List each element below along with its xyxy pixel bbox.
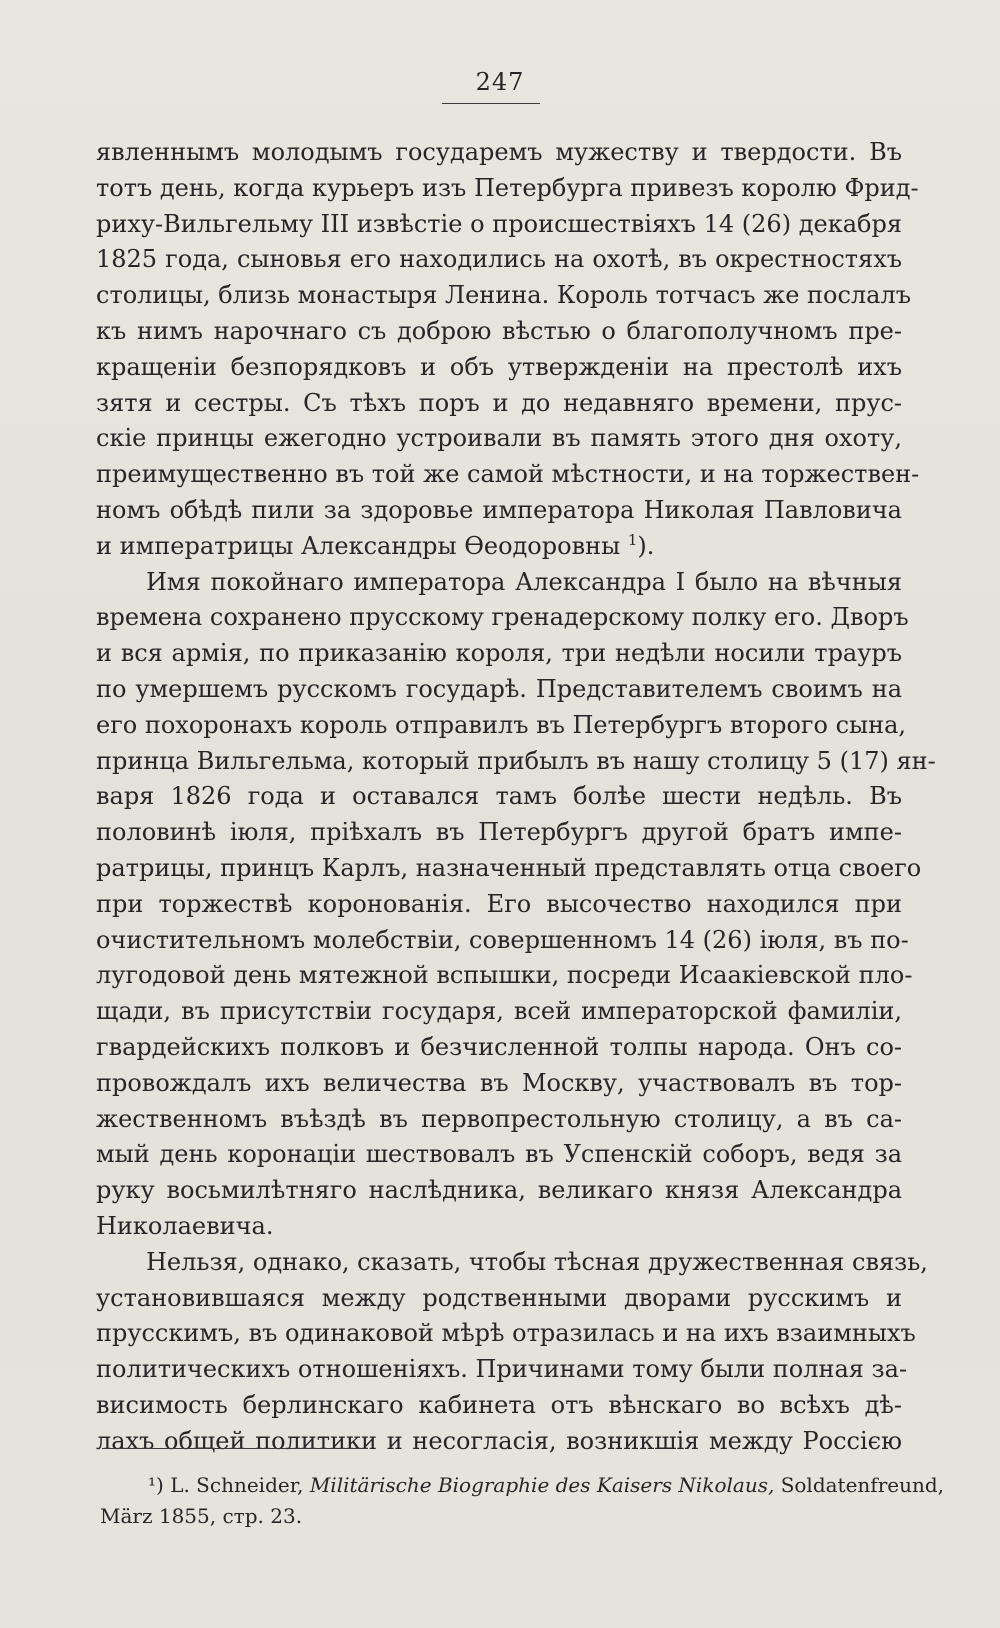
text-line: 1825 года, сыновья его находились на охотѣ, въ окрестностяхъ (96, 245, 902, 274)
text-line: политическихъ отношеніяхъ. Причинами тому были полная за- (96, 1355, 908, 1384)
text-line: ратрицы, принцъ Карлъ, назначенный представлять отца своего (96, 853, 922, 882)
text-line: зятя и сестры. Съ тѣхъ поръ и до недавняго времени, прус- (96, 388, 902, 417)
text-line: установившаяся между родственными дворами русскимъ и (96, 1283, 902, 1312)
footnote-source: Soldatenfreund, (780, 1473, 945, 1497)
text-line: мый день коронаціи шествовалъ въ Успенскій соборъ, ведя за (96, 1140, 902, 1169)
text-line: провождалъ ихъ величества въ Москву, участвовалъ въ тор- (96, 1068, 902, 1097)
footnote-line (100, 1470, 945, 1501)
text-line: времена сохранено прусскому гренадерскому полку его. Дворъ (96, 603, 909, 632)
text-line-paragraph-start: Имя покойнаго императора Александра I было на вѣчныя (146, 567, 902, 596)
text-line: лугодовой день мятежной вспышки, посреди Исаакіевской пло- (96, 961, 913, 990)
text-line: руку восьмилѣтняго наслѣдника, великаго князя Александра (96, 1176, 902, 1205)
text-line: столицы, близь монастыря Ленина. Король тотчасъ же послалъ (96, 281, 912, 310)
text-line: принца Вильгельма, который прибылъ въ нашу столицу 5 (17) ян- (96, 746, 936, 775)
text-line: щади, въ присутствіи государя, всей императорской фамиліи, (96, 997, 902, 1026)
page-number-rule (442, 103, 540, 104)
footnote (100, 1470, 945, 1532)
text-line: къ нимъ нарочнаго съ доброю вѣстью о благополучномъ пре- (96, 316, 902, 345)
text-line: очистительномъ молебствіи, совершенномъ 14 (26) іюля, въ по- (96, 925, 909, 954)
text-line: варя 1826 года и оставался тамъ болѣе шести недѣль. Въ (96, 782, 902, 811)
text-line: прусскимъ, въ одинаковой мѣрѣ отразилась и на ихъ взаимныхъ (96, 1319, 916, 1348)
text-line-content: и императрицы Александры Ѳеодоровны (96, 531, 621, 560)
page-number: 247 (475, 68, 525, 96)
text-line: номъ обѣдѣ пили за здоровье императора Николая Павловича (96, 495, 902, 524)
text-line: Николаевича. (96, 1211, 274, 1240)
text-line: лахъ общей политики и несогласія, возникшія между Россією (96, 1426, 902, 1455)
footnote-title: Militärische Biographie des Kaisers Nikolaus, (309, 1473, 775, 1497)
footnote-reference[interactable]: 1 (627, 530, 638, 549)
text-line: кращеніи безпорядковъ и объ утвержденіи на престолѣ ихъ (96, 352, 902, 381)
text-line: скіе принцы ежегодно устроивали въ память этого дня охоту, (96, 424, 902, 453)
text-line: гвардейскихъ полковъ и безчисленной толпы народа. Онъ со- (96, 1032, 902, 1061)
text-line: и вся армія, по приказанію короля, три недѣли носили трауръ (96, 639, 902, 668)
text-line-tail: ). (637, 531, 655, 560)
text-line: явленнымъ молодымъ государемъ мужеству и твердости. Въ (96, 138, 902, 166)
footnote-author: L. Schneider, (170, 1473, 304, 1497)
footnote-marker: ¹) (148, 1473, 164, 1497)
text-line: половинѣ іюля, пріѣхалъ въ Петербургъ другой братъ импе- (96, 818, 902, 847)
text-line: висимость берлинскаго кабинета отъ вѣнскаго во всѣхъ дѣ- (96, 1390, 902, 1419)
text-line: преимущественно въ той же самой мѣстности, и на торжествен- (96, 460, 920, 489)
text-line-paragraph-start: Нельзя, однако, сказать, чтобы тѣсная дружественная связь, (146, 1247, 928, 1276)
text-line: его похоронахъ король отправилъ въ Петербургъ второго сына, (96, 710, 907, 739)
text-line (96, 529, 902, 565)
text-line: риху-Вильгельму III извѣстіе о происшествіяхъ 14 (26) декабря (96, 209, 902, 238)
text-line: жественномъ въѣздѣ въ первопрестольную столицу, а въ са- (96, 1104, 902, 1133)
footnote-rule (102, 1448, 367, 1449)
text-line: при торжествѣ коронованія. Его высочество находился при (96, 889, 902, 918)
body-text (96, 135, 936, 1459)
text-line: по умершемъ русскомъ государѣ. Представителемъ своимъ на (96, 674, 902, 703)
text-line: тотъ день, когда курьеръ изъ Петербурга привезъ королю Фрид- (96, 173, 919, 202)
footnote-line: März 1855, стр. 23. (100, 1504, 303, 1528)
